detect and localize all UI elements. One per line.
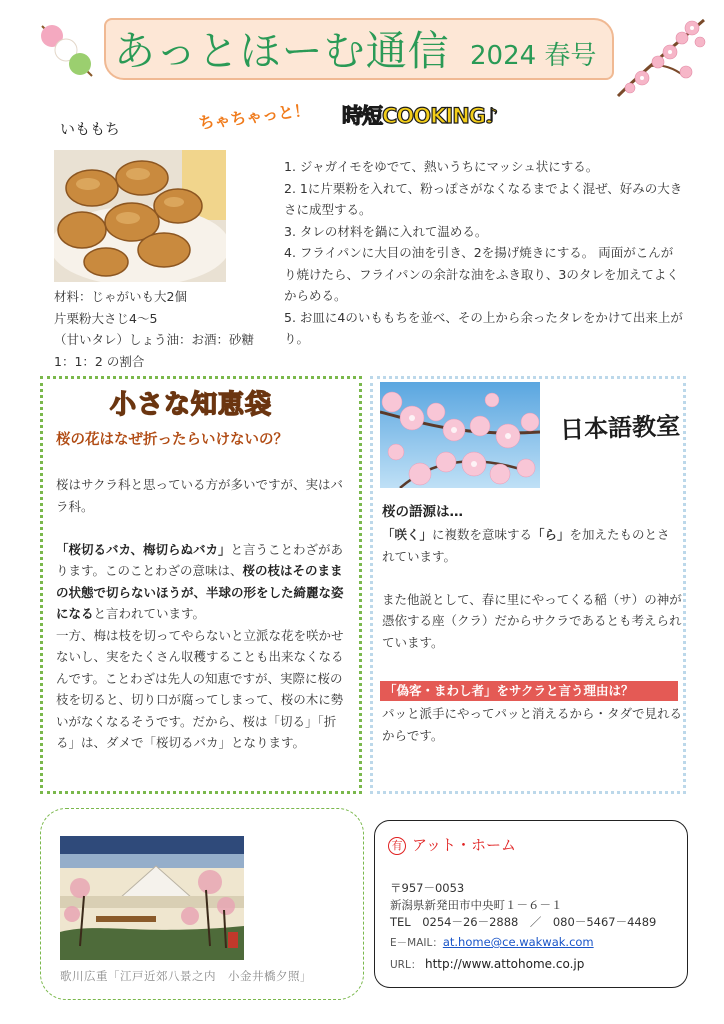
chie-title: 小さな知恵袋: [110, 390, 273, 420]
email-link[interactable]: at.home@ce.wakwak.com: [442, 935, 594, 949]
nihongo-paragraph: 「咲く」に複数を意味する「ら」を加えたものとされています。: [382, 527, 670, 564]
nihongo-title: 日本語教室: [559, 411, 681, 445]
ukiyoe-image: [60, 836, 244, 960]
email-row: E－MAIL：at.home@ce.wakwak.com: [390, 935, 594, 949]
ingredient-line: 1：1：2 の割合: [54, 353, 145, 369]
recipe-tagline: ちゃちゃっと！: [197, 100, 311, 133]
ingredient-line: （甘いタレ）しょう油：お酒：砂糖: [54, 332, 255, 347]
postal-code: 〒957－0053: [390, 881, 465, 895]
chie-question: 桜の花はなぜ折ったらいけないの？: [56, 432, 288, 448]
yugen-mark-icon: 有: [388, 837, 406, 855]
nihongo-paragraph: また他説として、春に里にやってくる稲（サ）の神が憑依する座（クラ）だからサクラであるとも考えられています。: [382, 591, 682, 650]
url-row: URL： http://www.attohome.co.jp: [390, 957, 585, 971]
issue-label: 2024 春号: [470, 41, 597, 71]
newsletter-title: あっとほーむ通信: [114, 27, 450, 75]
recipe-steps: [284, 156, 684, 350]
sakura-question-banner: 「偽客・まわし者」をサクラと言う理由は？: [380, 681, 678, 701]
chie-paragraph: 桜はサクラ科と思っている方が多いですが、実はバラ科。: [56, 477, 344, 514]
chie-body: [56, 474, 352, 754]
recipe-step: 5. お皿に4のいももちを並べ、その上から余ったタレをかけて出来上がり。: [284, 309, 683, 346]
recipe-step: 1. ジャガイモをゆでて、熱いうちにマッシュ状にする。: [284, 159, 599, 174]
emphasis-text: 桜の枝はそのままの状態で切らないほうが、半球の形をした綺麗な姿になる: [56, 563, 344, 621]
dango-icon: [34, 20, 100, 80]
ingredients-list: [54, 286, 254, 372]
ingredient-line: 片栗粉大さじ4〜5: [54, 310, 158, 326]
company-info: [390, 880, 656, 973]
imomochi-photo: [54, 150, 226, 282]
recipe-step: 3. タレの材料を鍋に入れて温める。: [284, 223, 488, 239]
address: 新潟県新発田市中央町１－６－１: [390, 898, 563, 912]
cherry-branch-icon: [612, 12, 712, 102]
ingredient-line: 材料：じゃがいも大2個: [54, 289, 187, 304]
cooking-banner: 時短COOKING♪: [342, 104, 498, 128]
company-name: 有 アット・ホーム: [388, 834, 516, 855]
ukiyoe-caption: 歌川広重「江戸近郊八景之内 小金井橋夕照」: [60, 969, 312, 983]
proverb-text: 「桜切るバカ、梅切らぬバカ」: [56, 541, 231, 557]
recipe-name: いももち: [60, 120, 121, 138]
chie-paragraph: 一方、梅は枝を切ってやらないと立派な花を咲かせないし、実をたくさん収穫することも出来なくなるんです。ことわざは先人の知恵ですが、実際に桜の枝を切ると、切り口が腐ってしまって、桜の木に勢いがなくなるそうです。だから、桜は「切る」「折る」は、ダメで「桜切るバカ」となります。: [56, 627, 344, 750]
nihongo-body: [382, 524, 682, 653]
phone-numbers: TEL 0254－26－2888 ／ 080－5467－4489: [390, 915, 657, 929]
recipe-step: 2. 1に片栗粉を入れて、粉っぽさがなくなるまでよく混ぜ、好みの大きさに成型する。: [284, 180, 683, 217]
recipe-step: 4. フライパンに大目の油を引き、2を揚げ焼きにする。 両面がこんがり焼けたら、フライパンの余計な油をふき取り、3のタレを加えてよくからめる。: [284, 245, 679, 303]
website-url[interactable]: http://www.attohome.co.jp: [425, 957, 585, 971]
sakura-photo: [380, 382, 540, 488]
sakura-reason: パッと派手にやってパッと消えるから・タダで見れるからです。: [382, 706, 683, 743]
chie-paragraph: 「桜切るバカ、梅切らぬバカ」と言うことわざがあります。このことわざの意味は、桜の枝はそのままの状態で切らないほうが、半球の形をした綺麗な姿になると言われています。: [56, 541, 344, 621]
gogen-title: 桜の語源は…: [382, 504, 463, 520]
